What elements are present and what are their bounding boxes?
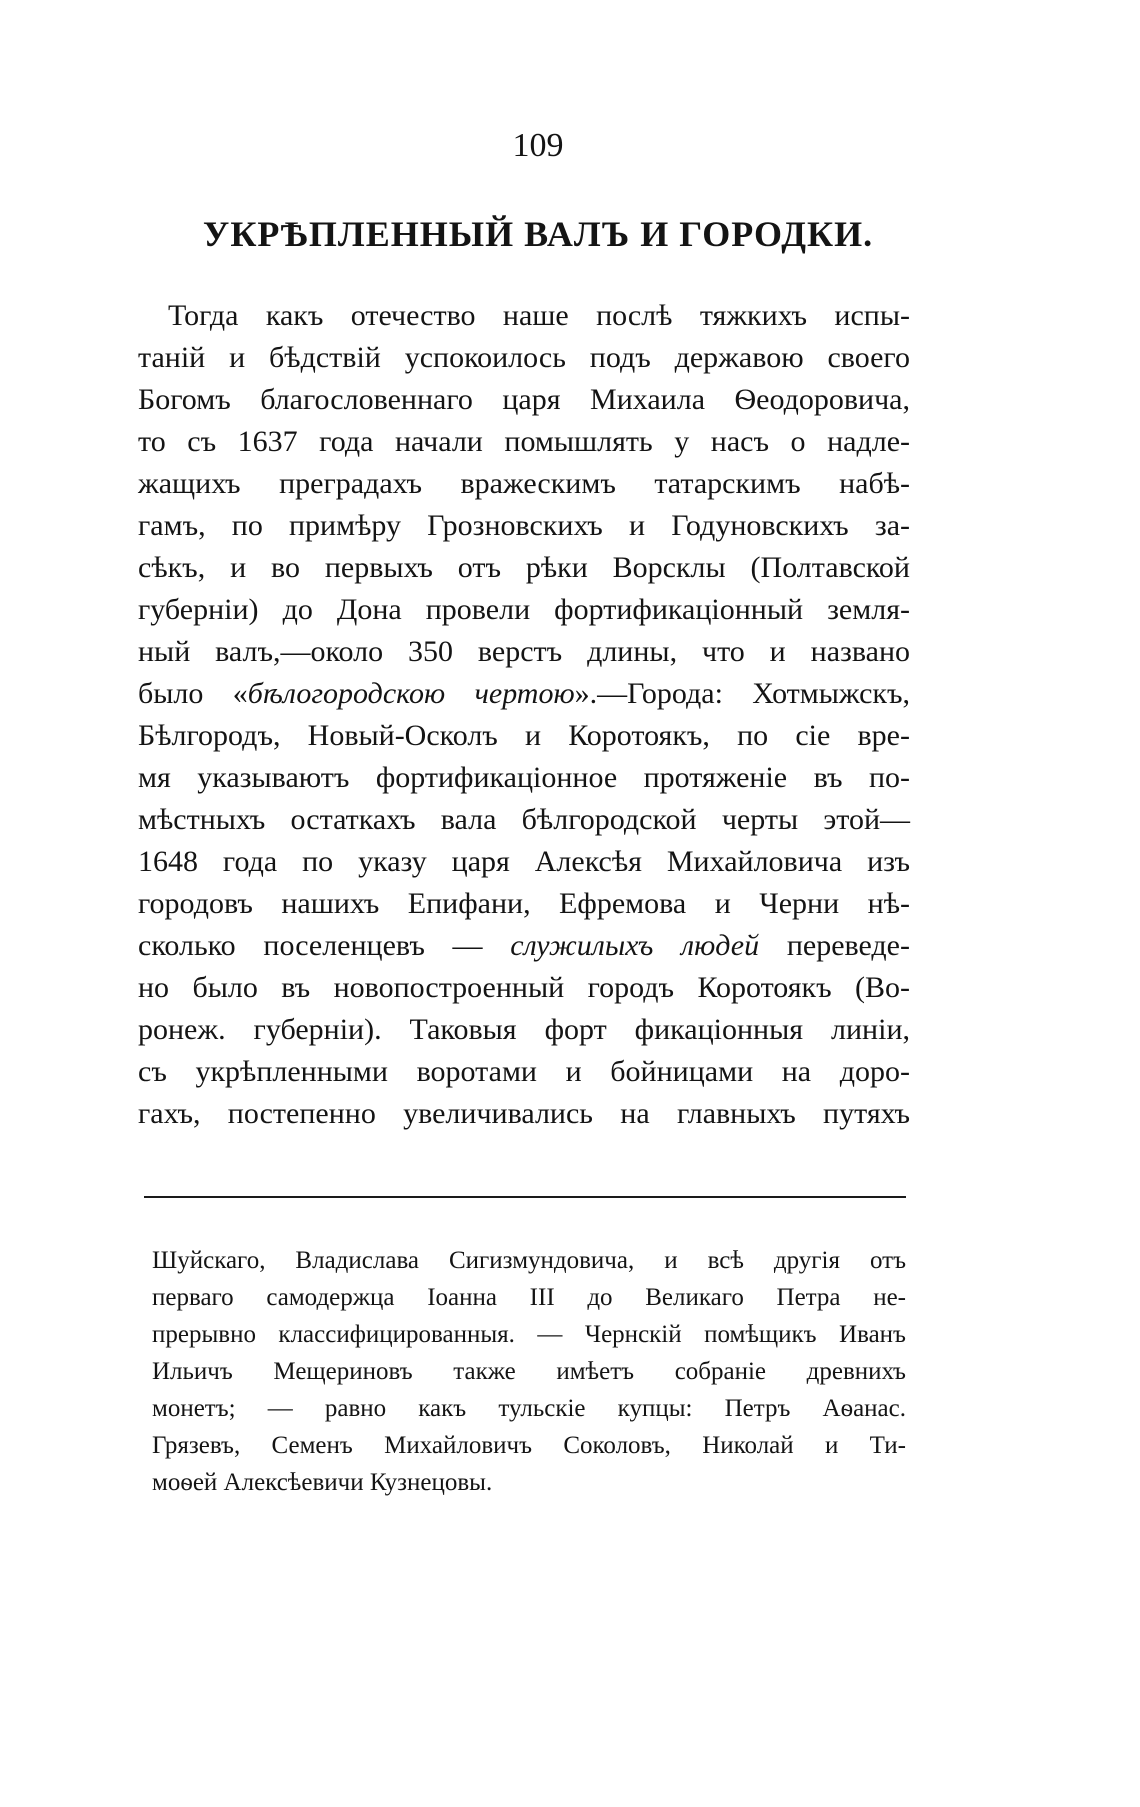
footnote-line: Шуйскаго, Владислава Сигизмундовича, и всѣ другія отъ xyxy=(152,1247,906,1274)
footnote xyxy=(152,1242,906,1501)
section-heading: УКРѢПЛЕННЫЙ ВАЛЪ И ГОРОДКИ. xyxy=(202,214,874,254)
body-line: но было въ новопостроенный городъ Коротоякъ (Во- xyxy=(138,971,910,1004)
footnote-line: монетъ; — равно какъ тульскіе купцы: Петръ Аѳанас. xyxy=(152,1395,906,1422)
italic-phrase: служилыхъ людей xyxy=(510,929,760,962)
body-line: губерніи) до Дона провели фортификаціонный земля- xyxy=(138,593,910,626)
body-line: таній и бѣдствій успокоилось подъ державою своего xyxy=(138,341,910,374)
body-line-text: Тогда какъ отечество наше послѣ тяжкихъ испы- xyxy=(168,299,910,332)
body-line: ронеж. губерніи). Таковыя форт фикаціонныя линіи, xyxy=(138,1013,910,1046)
body-text xyxy=(138,295,910,1135)
footnote-divider xyxy=(144,1196,906,1198)
body-line xyxy=(138,673,910,715)
body-line: гамъ, по примѣру Грозновскихъ и Годуновскихъ за- xyxy=(138,509,910,542)
body-line: ный валъ,—около 350 верстъ длины, что и названо xyxy=(138,635,910,668)
body-line: жащихъ преградахъ вражескимъ татарскимъ набѣ- xyxy=(138,467,910,500)
body-line: то съ 1637 года начали помышлять у насъ о надле- xyxy=(138,425,910,458)
body-line: сѣкъ, и во первыхъ отъ рѣки Ворсклы (Полтавской xyxy=(138,551,910,584)
body-line: Богомъ благословеннаго царя Михаила Ѳеодоровича, xyxy=(138,383,910,416)
footnote-line: Грязевъ, Семенъ Михайловичъ Соколовъ, Николай и Ти- xyxy=(152,1432,906,1459)
body-line: Бѣлгородъ, Новый-Осколъ и Коротоякъ, по сіе вре- xyxy=(138,719,910,752)
body-line: гахъ, постепенно увеличивались на главныхъ путяхъ xyxy=(138,1097,910,1130)
body-line: мѣстныхъ остаткахъ вала бѣлгородской черты этой— xyxy=(138,803,910,836)
body-line-text: сколько поселенцевъ — xyxy=(138,929,511,962)
page-number: 109 xyxy=(512,127,564,164)
body-line: городовъ нашихъ Епифани, Ефремова и Черни нѣ- xyxy=(138,887,910,920)
body-line: мя указываютъ фортификаціонное протяженіе въ по- xyxy=(138,761,910,794)
body-line-text: ».—Города: Хотмыжскъ, xyxy=(574,677,911,710)
footnote-line: моѳей Алексѣевичи Кузнецовы. xyxy=(152,1469,493,1496)
body-line-text: было « xyxy=(138,677,248,710)
footnote-line: перваго самодержца Іоанна III до Великаго Петра не- xyxy=(152,1284,906,1311)
italic-phrase: бѣлогородскою чертою xyxy=(247,677,575,710)
body-line-text: переведе- xyxy=(759,929,910,962)
body-line: съ укрѣпленными воротами и бойницами на доро- xyxy=(138,1055,910,1088)
body-line xyxy=(138,925,910,967)
footnote-line: Ильичъ Мещериновъ также имѣетъ собраніе древнихъ xyxy=(152,1358,906,1385)
body-line xyxy=(138,295,910,337)
footnote-line: прерывно классифицированныя. — Чернскій помѣщикъ Иванъ xyxy=(152,1321,906,1348)
body-line: 1648 года по указу царя Алексѣя Михайловича изъ xyxy=(138,845,910,878)
